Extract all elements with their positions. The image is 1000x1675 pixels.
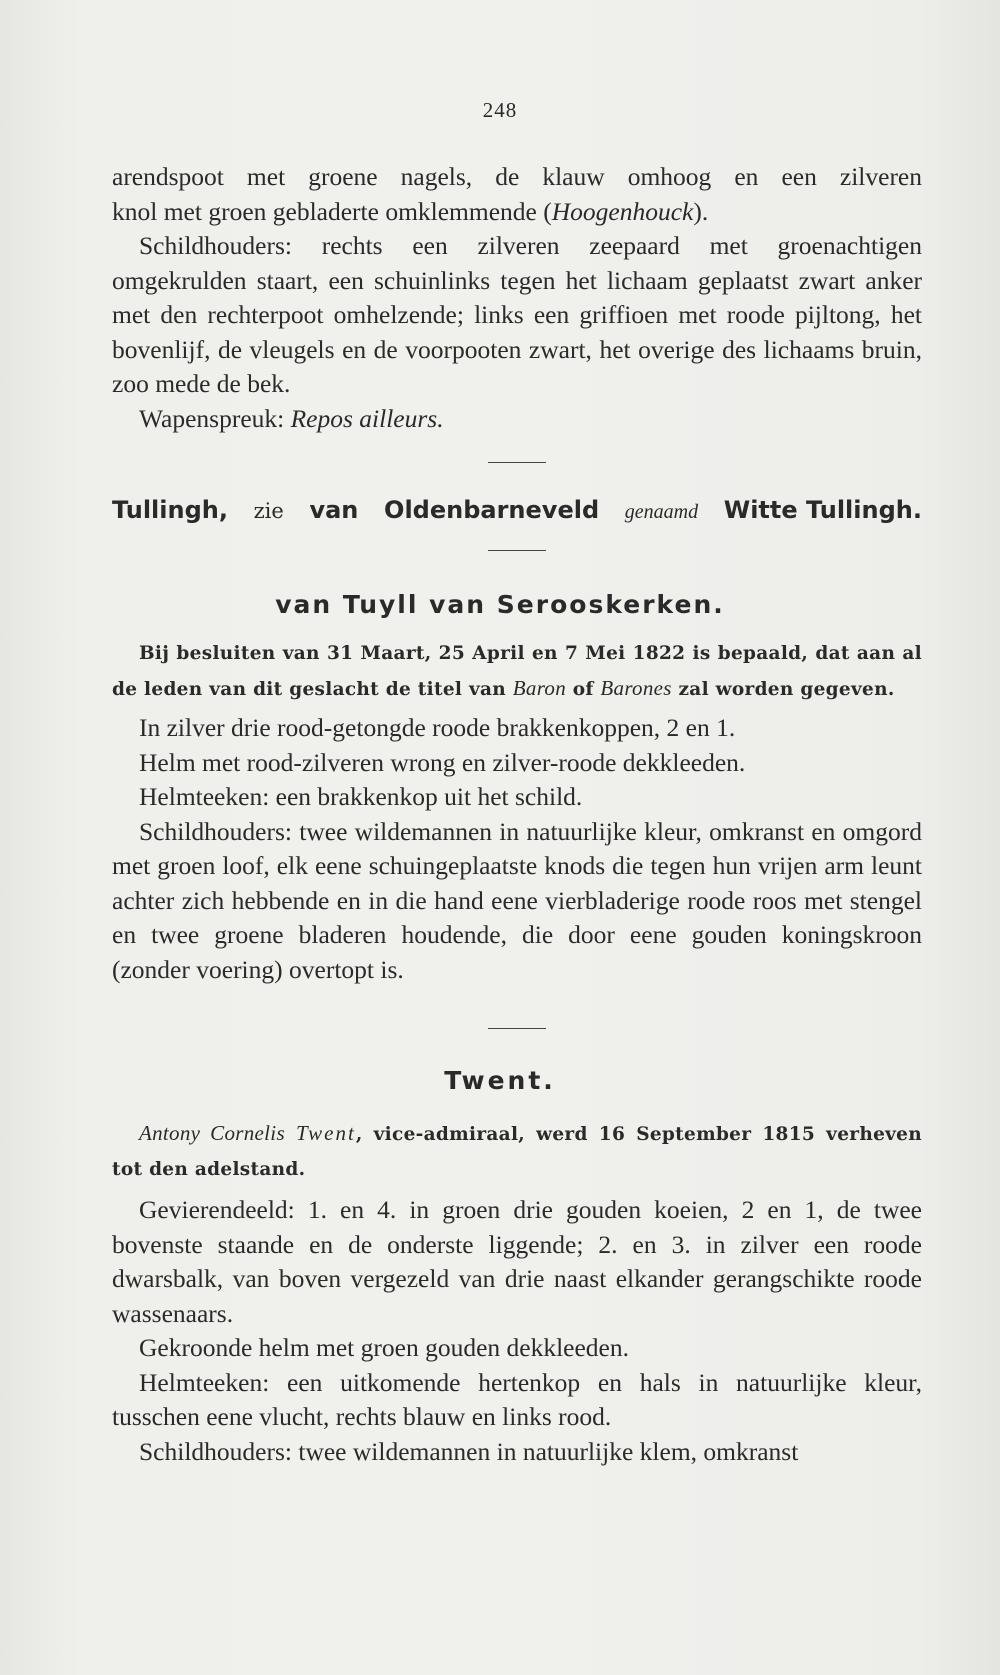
text-run: Bij besluiten van 31 Maart, 25 April en 7 Mei 1822 is bepaald, dat aan al de leden van dit geslacht de titel van [112,643,922,700]
blazon-text [112,711,922,987]
genaamd-label: genaamd [624,501,699,523]
page-number: 248 [482,98,518,122]
blazon-text [112,1193,922,1469]
see-label: zie [253,499,284,523]
text-run: , vice-admiraal, werd 16 September 1815 verheven tot den adelstand. [112,1124,923,1180]
intro-paragraph [112,636,922,707]
paragraph: Gevierendeeld: 1. en 4. in groen drie gouden koeien, 2 en 1, de twee bovenste staande en de onderste liggende; 2. en 3. in zilver een roode dwarsbalk, van boven vergezeld van drie naast elkander gerangschikte roode wassenaars. [112,1195,922,1328]
motto: Repos ailleurs. [290,403,444,433]
paragraph: Schildhouders: rechts een zilveren zeepaard met groenachtigen omgekrulden staart, een schuinlinks tegen het lichaam geplaatst zwart anker met den rechterpoot omhelzende; links een griffioen met roode pijltong, het bovenlijf, de vleugels en de voorpooten zwart, het overige des lichaams bruin, zoo mede de bek. [112,231,922,398]
paragraph: Schildhouders: twee wildemannen in natuurlijke klem, omkranst [139,1436,799,1466]
divider-rule [488,1028,546,1029]
paragraph: Helmteeken: een brakkenkop uit het schild. [139,782,583,811]
cross-reference-entry [112,496,922,524]
reference-target: Oldenbarneveld [384,496,600,524]
person-surname: Twent [296,1121,356,1145]
paragraph: Helm met rood-zilveren wrong en zilver-roode dekkleeden. [139,747,746,777]
entry-name: Tullingh, [112,496,228,524]
reference-target-2: Witte Tullingh. [723,496,922,524]
text-run: knol met groen gebladerte omklemmende ( [112,196,552,226]
section-heading: Twent. [444,1066,556,1095]
motto-line [112,402,922,437]
title-barones: Barones [600,676,672,700]
paragraph: Gekroonde helm met groen gouden dekkleeden. [139,1333,630,1362]
paragraph: Helmteeken: een uitkomende hertenkop en hals in natuurlijke kleur, tusschen eene vlucht, rechts blauw en links rood. [112,1367,922,1431]
paragraph-line [112,195,922,230]
paragraph: Schildhouders: twee wildemannen in natuurlijke kleur, omkranst en omgord met groen loof, elk eene schuingeplaatste knods die tegen hun vrijen arm leunt achter zich hebbende en in die hand eene vierbladerige roode roos met stengel en twee groene bladeren houdende, die door eene gouden koningskroon (zonder voering) overtopt is. [112,816,922,984]
section-van-tuyll [112,636,922,987]
section-twent [112,1116,922,1469]
divider-rule [488,462,546,463]
paragraph: In zilver drie rood-getongde roode brakkenkoppen, 2 en 1. [139,713,736,742]
person-name: Antony Cornelis [139,1121,285,1145]
section-continuation [112,160,922,436]
title-baron: Baron [512,676,567,700]
section-heading: van Tuyll van Serooskerken. [275,590,725,619]
motto-label: Wapenspreuk: [139,403,291,433]
paragraph-line: arendspoot met groene nagels, de klauw omhoog en een zilveren [112,162,922,191]
intro-paragraph [112,1116,922,1187]
text-run: ). [693,196,709,226]
text-run: zal worden gegeven. [671,679,895,700]
divider-rule [488,550,546,551]
reference-van: van [309,496,359,524]
family-name: Hoogenhouck [551,196,694,226]
text-run: of [566,679,601,700]
